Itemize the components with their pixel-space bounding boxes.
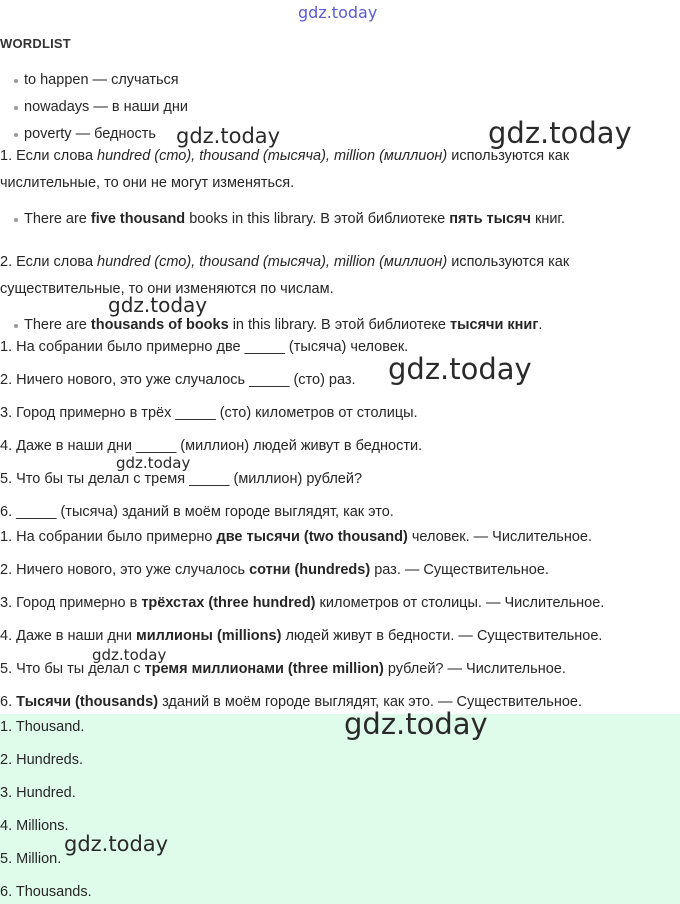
wordlist-item: nowadays — в наши дни bbox=[24, 99, 188, 115]
answer-item: 3. Hundred. bbox=[0, 785, 76, 801]
solution-item: 1. На собрании было примерно две тысячи (two thousand) человек. — Числительное. bbox=[0, 529, 593, 545]
watermark: gdz.today bbox=[176, 124, 281, 148]
wordlist-item: to happen — случаться bbox=[24, 72, 179, 88]
solution-item: 3. Город примерно в трёхстах (three hundred) километров от столицы. — Числительное. bbox=[0, 595, 605, 611]
solution-item: 6. Тысячи (thousands) зданий в моём городе выглядят, как это. — Существительное. bbox=[0, 694, 582, 710]
bullet bbox=[14, 324, 18, 328]
exercise-item: 1. На собрании было примерно две _____ (тысяча) человек. bbox=[0, 339, 409, 355]
rule-2-text: 2. Если слова hundred (сто), thousand (тысяча), million (миллион) используются как bbox=[0, 254, 570, 270]
answer-item: 5. Million. bbox=[0, 851, 62, 867]
watermark: gdz.today bbox=[108, 293, 208, 317]
wordlist-item: poverty — бедность bbox=[24, 126, 156, 142]
watermark: gdz.today bbox=[92, 646, 167, 664]
rule-2-text-line2: существительные, то они изменяются по числам. bbox=[0, 281, 334, 297]
exercise-item: 6. _____ (тысяча) зданий в моём городе выглядят, как это. bbox=[0, 504, 394, 520]
solution-item: 2. Ничего нового, это уже случалось сотни (hundreds) раз. — Существительное. bbox=[0, 562, 549, 578]
bullet bbox=[14, 218, 18, 222]
bullet bbox=[14, 79, 18, 83]
exercise-item: 4. Даже в наши дни _____ (миллион) людей живут в бедности. bbox=[0, 438, 423, 454]
watermark: gdz.today bbox=[116, 454, 191, 472]
exercise-item: 5. Что бы ты делал с тремя _____ (миллион) рублей? bbox=[0, 471, 363, 487]
answer-item: 2. Hundreds. bbox=[0, 752, 84, 768]
answer-item: 4. Millions. bbox=[0, 818, 69, 834]
rule-1-text-line2: числительные, то они не могут изменяться. bbox=[0, 175, 295, 191]
watermark: gdz.today bbox=[64, 832, 169, 856]
wordlist-heading: WORDLIST bbox=[0, 36, 71, 51]
exercise-item: 2. Ничего нового, это уже случалось _____ (сто) раз. bbox=[0, 372, 356, 388]
bullet bbox=[14, 133, 18, 137]
rule-2-example: There are thousands of books in this library. В этой библиотеке тысячи книг. bbox=[24, 317, 543, 333]
solution-item: 5. Что бы ты делал с тремя миллионами (three million) рублей? — Числительное. bbox=[0, 661, 566, 677]
answer-item: 6. Thousands. bbox=[0, 884, 92, 900]
watermark: gdz.today bbox=[388, 352, 532, 386]
watermark: gdz.today bbox=[344, 707, 488, 741]
bullet bbox=[14, 106, 18, 110]
answer-item: 1. Thousand. bbox=[0, 719, 85, 735]
exercise-item: 3. Город примерно в трёх _____ (сто) километров от столицы. bbox=[0, 405, 418, 421]
watermark: gdz.today bbox=[488, 116, 632, 150]
rule-1-text: 1. Если слова hundred (сто), thousand (тысяча), million (миллион) используются как bbox=[0, 148, 570, 164]
rule-1-example: There are five thousand books in this library. В этой библиотеке пять тысяч книг. bbox=[24, 211, 565, 227]
watermark: gdz.today bbox=[298, 3, 378, 22]
solution-item: 4. Даже в наши дни миллионы (millions) людей живут в бедности. — Существительное. bbox=[0, 628, 603, 644]
answers-panel bbox=[0, 714, 680, 904]
